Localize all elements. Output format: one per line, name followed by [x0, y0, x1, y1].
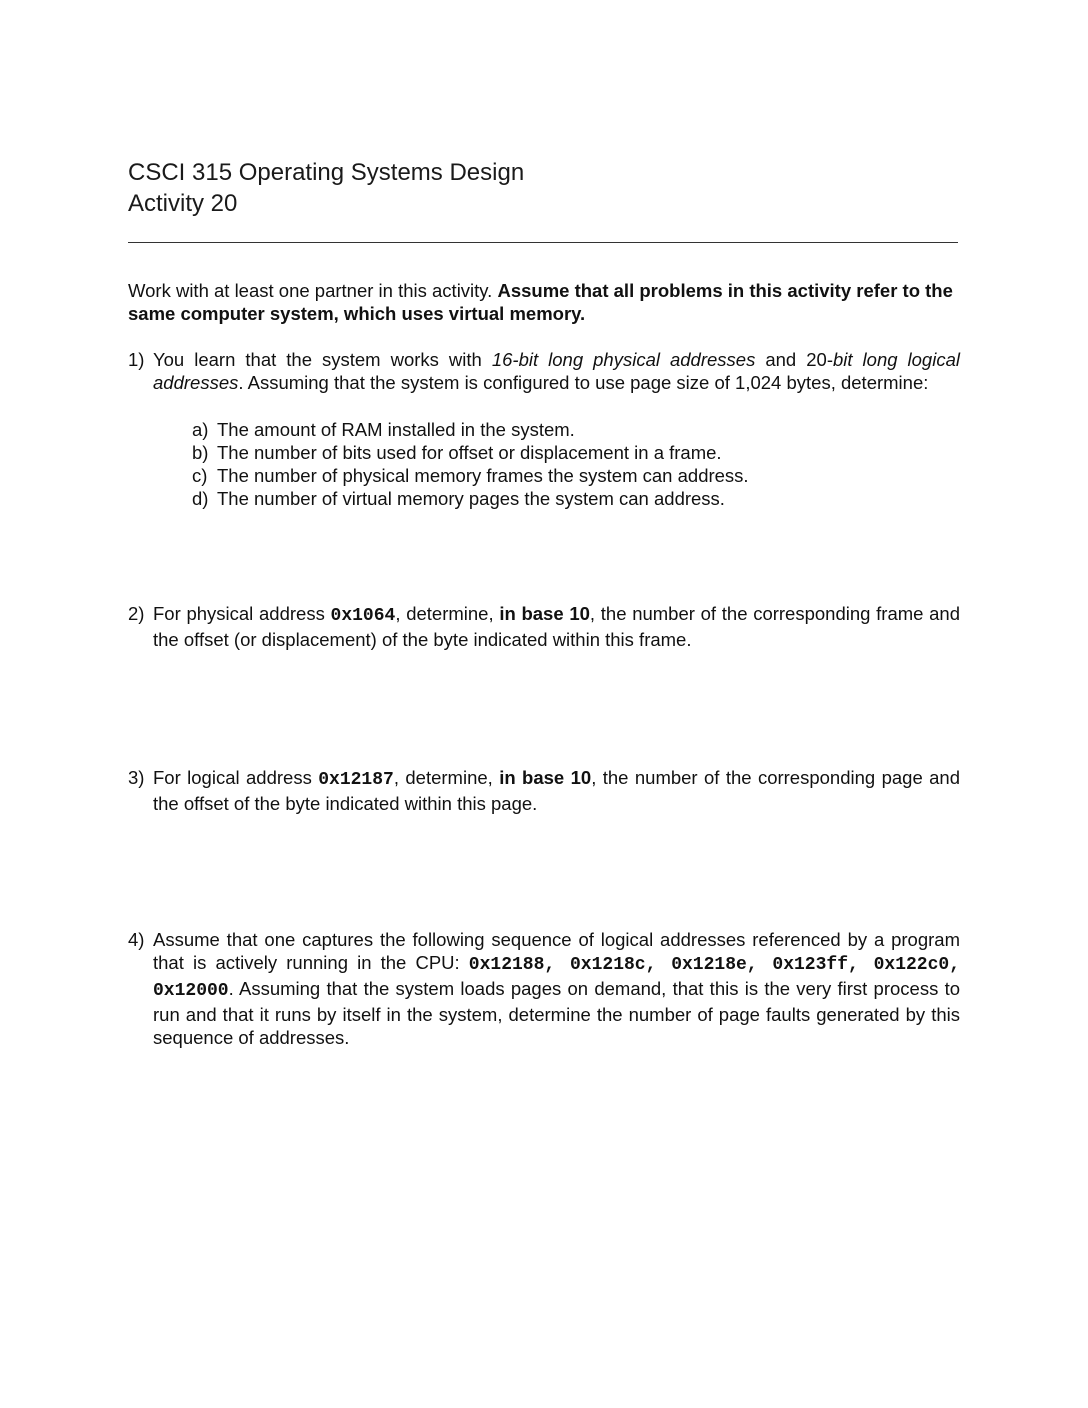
q3-text-1: For logical address	[153, 767, 319, 788]
q1-text-1: You learn that the system works with	[153, 349, 492, 370]
activity-title: Activity 20	[128, 190, 238, 217]
question-2-number: 2)	[128, 603, 145, 624]
item-b-text: The number of bits used for offset or displacement in a frame.	[217, 442, 722, 463]
q4-text-1: Assume that one captures the following sequence of logical addresses referenced by a program that is actively running in the CPU:	[153, 929, 960, 973]
item-c-label: c)	[192, 465, 208, 486]
item-c-text: The number of physical memory frames the system can address.	[217, 465, 749, 486]
q1-text-3: . Assuming that the system is configured to use page size of 1,024 bytes, determine:	[238, 372, 929, 393]
q3-text-3: , the number of the corresponding page and the offset of the byte indicated within this page.	[153, 767, 961, 814]
q3-bold: in base 10	[499, 767, 592, 788]
intro-bold-text: Assume that all problems in this activity refer to the same computer system, which uses virtual memory.	[128, 280, 953, 324]
q1-text-2: and 20-	[755, 349, 833, 370]
course-title: CSCI 315 Operating Systems Design	[128, 159, 525, 186]
q2-text-3: , the number of the corresponding frame and the offset (or displacement) of the byte indicated within this frame.	[153, 603, 961, 650]
item-d-label: d)	[192, 488, 209, 509]
question-1-item-a	[192, 418, 575, 441]
question-1-text	[153, 348, 960, 394]
item-d-text: The number of virtual memory pages the system can address.	[217, 488, 725, 509]
q2-text-2: , determine,	[395, 603, 500, 624]
intro-paragraph	[128, 279, 958, 325]
question-1-item-b	[192, 441, 722, 464]
q4-text-2: . Assuming that the system loads pages on demand, that this is the very first process to run and that it runs by itself in the system, determine the number of page faults generated by this sequence of addresses.	[153, 978, 960, 1048]
question-3-number: 3)	[128, 767, 145, 788]
q1-italic-1: 16-bit long physical addresses	[491, 349, 756, 370]
item-a-label: a)	[192, 419, 209, 440]
header-divider	[128, 242, 958, 243]
q3-text-2: , determine,	[393, 767, 500, 788]
question-1-item-d	[192, 487, 725, 510]
question-2-text	[153, 602, 960, 651]
q1-italic-2: bit long logical addresses	[153, 349, 960, 393]
question-3-text	[153, 766, 960, 815]
question-1-number: 1)	[128, 349, 145, 370]
q4-addresses: 0x12188, 0x1218c, 0x1218e, 0x123ff, 0x122c0, 0x12000	[153, 955, 982, 1001]
q2-bold: in base 10	[499, 603, 590, 624]
intro-text: Work with at least one partner in this activity.	[128, 280, 493, 301]
question-4-text	[153, 928, 982, 1049]
item-b-label: b)	[192, 442, 209, 463]
question-4-number: 4)	[128, 929, 145, 950]
item-a-text: The amount of RAM installed in the system.	[217, 419, 575, 440]
q3-address: 0x12187	[318, 770, 394, 790]
q2-text-1: For physical address	[153, 603, 331, 624]
q2-address: 0x1064	[330, 606, 396, 626]
question-1-item-c	[192, 464, 749, 487]
